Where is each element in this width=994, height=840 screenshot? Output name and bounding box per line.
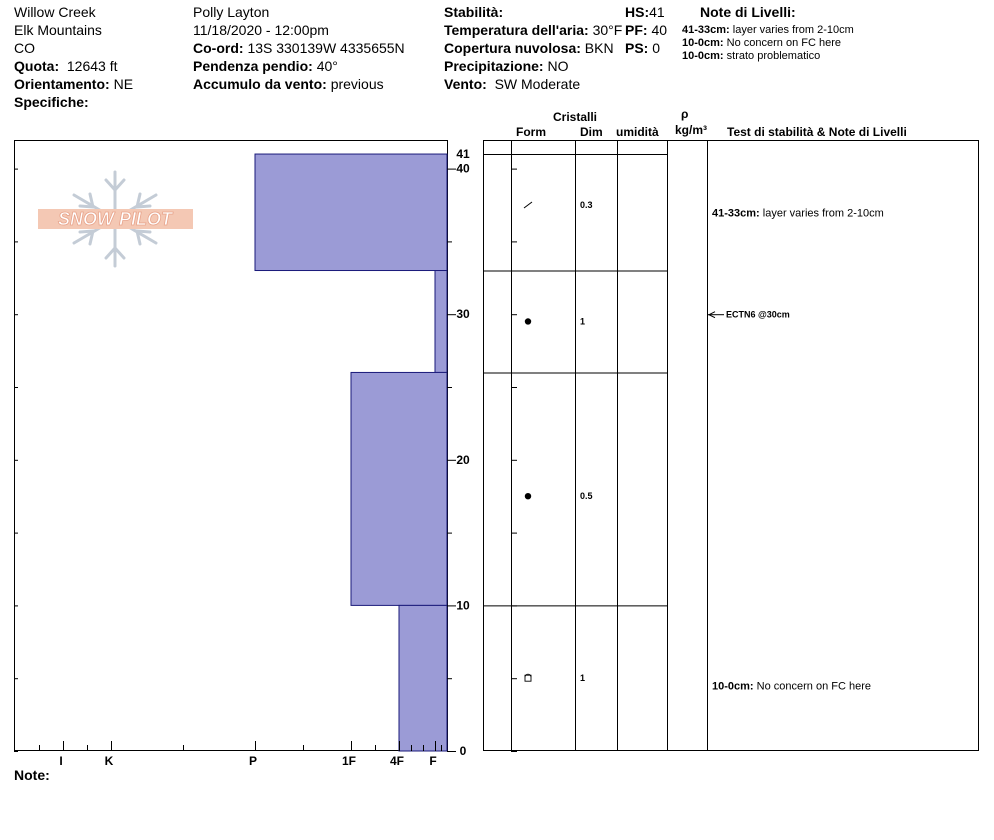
ps-label: PS: [625, 40, 649, 56]
layer-note-text: strato problematico [726, 50, 821, 62]
depth-tick-label: 30 [456, 307, 470, 322]
pf-label: PF: [625, 22, 648, 38]
layer-note-range: 10-0cm: [682, 50, 724, 62]
grain-size-label: 0.3 [580, 200, 593, 210]
depth-tick-label: 40 [456, 161, 470, 176]
pf-value: 40 [651, 22, 668, 38]
notes-label: Note: [14, 767, 50, 783]
wind-value: SW Moderate [494, 76, 581, 92]
hardness-bar [351, 372, 447, 605]
density-unit: kg/m³ [675, 123, 708, 137]
hs-value: 41 [649, 4, 665, 20]
depth-tick-label: 41 [456, 147, 470, 162]
hardness-tick-label: 1F [341, 754, 357, 768]
sky-label: Copertura nuvolosa: [444, 40, 581, 56]
tests-header: Test di stabilità & Note di Livelli [727, 125, 907, 139]
precip-value: NO [547, 58, 569, 74]
layer-table-frame [484, 141, 979, 751]
layer-note-text: No concern on FC here [726, 37, 841, 49]
grain-size-label: 0.5 [580, 491, 593, 502]
layer-note-range: 10-0cm: [682, 37, 724, 49]
hardness-tick-label: K [104, 754, 114, 768]
depth-axis [447, 147, 470, 758]
layer-comment [712, 207, 884, 219]
rounds-icon [525, 318, 531, 324]
site-state: CO [14, 40, 35, 56]
depth-tick-label: 0 [459, 744, 467, 758]
hardness-bar [435, 271, 447, 373]
observer-name: Polly Layton [193, 4, 270, 20]
layer-comment-range: 41-33cm: [712, 207, 763, 220]
layer-notes-title: Note di Livelli: [700, 4, 796, 20]
specifics-label: Specifiche: [14, 94, 89, 110]
hardness-bar [399, 605, 447, 751]
coord-value: 13S 330139W 4335655N [247, 40, 405, 56]
wind-label: Vento: [444, 76, 487, 92]
density-header: ρ [681, 107, 689, 121]
observation-datetime: 11/18/2020 - 12:00pm [193, 22, 329, 38]
air-temp-label: Temperatura dell'aria: [444, 22, 589, 38]
layer-comment-range: 10-0cm: [712, 680, 757, 693]
coord-label: Co-ord: [193, 40, 244, 56]
precip-label: Precipitazione: [444, 58, 544, 74]
logo-text: SNOW PILOT [58, 209, 172, 229]
precip-fragments-icon [524, 202, 532, 208]
depth-tick-label: 10 [456, 598, 470, 613]
air-temp-value: 30°F [592, 22, 623, 38]
faceted-rounds-square [525, 675, 531, 681]
layer-note-text: layer varies from 2-10cm [732, 24, 854, 36]
stability-label: Stabilità: [444, 4, 504, 20]
slope-value: 40° [316, 58, 338, 74]
depth-tick-label: 20 [456, 452, 470, 467]
ps-value: 0 [652, 40, 661, 56]
hardness-bar [255, 154, 447, 270]
layer-comment-text: No concern on FC here [756, 680, 871, 693]
sky-value: BKN [584, 40, 614, 56]
site-range: Elk Mountains [14, 22, 102, 38]
hardness-tick-label: 4F [389, 754, 405, 768]
elevation-value: 12643 ft [66, 58, 118, 74]
hs-label: HS: [625, 4, 650, 20]
crystals-header: Cristalli [553, 110, 598, 124]
stability-test-label: ECTN6 @30cm [726, 309, 790, 320]
layer-comment [712, 680, 871, 692]
slope-label: Pendenza pendio: [193, 58, 313, 74]
layer-comment-text: layer varies from 2-10cm [762, 207, 884, 220]
wind-loading-label: Accumulo da vento: [193, 76, 327, 92]
size-header: Dim [580, 125, 603, 139]
snowpilot-logo [38, 172, 193, 266]
aspect-value: NE [113, 76, 134, 92]
stability-tests [708, 207, 884, 692]
form-header: Form [516, 125, 546, 139]
rounds-icon [525, 493, 531, 499]
grain-size-label: 1 [580, 673, 586, 684]
wind-loading-value: previous [330, 76, 384, 92]
elevation-label: Quota: [14, 58, 60, 74]
grain-size-label: 1 [580, 316, 586, 327]
hardness-tick-label: P [248, 754, 258, 768]
hardness-bars [255, 154, 447, 751]
layer-note-range: 41-33cm: [682, 24, 730, 36]
aspect-label: Orientamento: [14, 76, 110, 92]
site-location: Willow Creek [14, 4, 96, 20]
faceted-rounds-icon [525, 674, 531, 681]
moisture-header: umidità [616, 125, 659, 139]
hardness-tick-label: F [429, 754, 437, 768]
faceted-rounds-arc [525, 674, 531, 677]
hardness-tick-label: I [59, 754, 63, 768]
